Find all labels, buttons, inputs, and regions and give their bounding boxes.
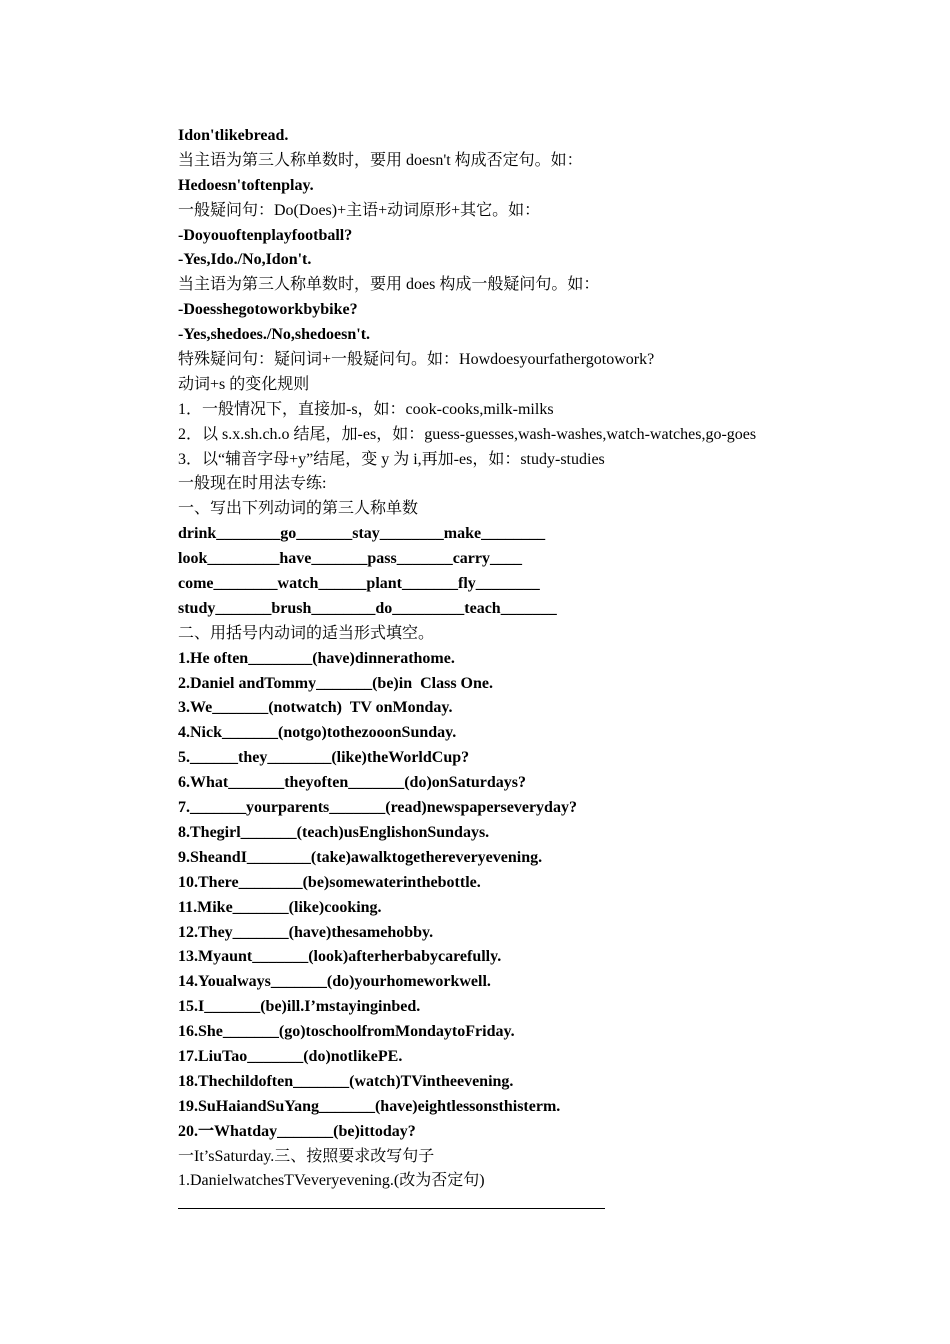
section-heading: 一般现在时用法专练: (178, 475, 327, 493)
exercise-line: come________watch______plant_______fly________ (178, 575, 540, 593)
exercise-item: 1.He often________(have)dinnerathome. (178, 649, 455, 667)
exercise-item: 9.SheandI________(take)awalktogethereveryevening. (178, 848, 543, 866)
text-line: Idon'tlikebread. (178, 127, 289, 144)
exercise-item: 13.Myaunt_______(look)afterherbabycarefully. (178, 948, 502, 966)
exercise-item: 8.Thegirl_______(teach)usEnglishonSundays. (178, 823, 490, 841)
exercise-line: study_______brush________do_________teach_______ (178, 599, 557, 617)
exercise-item: 7._______yourparents_______(read)newspaperseveryday? (178, 799, 577, 817)
exercise-item: 14.Youalways_______(do)yourhomeworkwell. (178, 973, 491, 991)
text-line: 当主语为第三人称单数时，要用 doesn't 构成否定句。如： (178, 151, 583, 169)
text-line: -Doyouoftenplayfootball? (178, 226, 353, 244)
exercise-item: 15.I_______(be)ill.I’mstayinginbed. (178, 998, 421, 1016)
exercise-item: 12.They_______(have)thesamehobby. (178, 923, 434, 941)
exercise-item: 10.There________(be)somewaterinthebottle. (178, 873, 481, 891)
text-line: 特殊疑问句：疑问词+一般疑问句。如：Howdoesyourfathergotowork? (178, 351, 655, 369)
rule-item: 3．以“辅音字母+y”结尾，变 y 为 i,再加-es，如：study-studies (178, 450, 605, 468)
exercise-item: 3.We_______(notwatch) TV onMonday. (178, 699, 453, 717)
exercise-item: 6.What_______theyoften_______(do)onSaturdays? (178, 774, 527, 792)
exercise-item: 17.LiuTao_______(do)notlikePE. (178, 1047, 403, 1065)
text-line: -Yes,shedoes./No,shedoesn't. (178, 326, 371, 344)
exercise-item: 19.SuHaiandSuYang_______(have)eightlessonsthisterm. (178, 1097, 561, 1115)
exercise-item: 20.一Whatday_______(be)ittoday? (178, 1122, 416, 1140)
section-heading: 动词+s 的变化规则 (178, 375, 310, 393)
exercise-item: 5.______they________(like)theWorldCup? (178, 749, 470, 767)
answer-blank-line (178, 1208, 605, 1209)
exercise-heading: 二、用括号内动词的适当形式填空。 (178, 624, 435, 642)
text-line: 一般疑问句：Do(Does)+主语+动词原形+其它。如： (178, 201, 541, 219)
exercise-item: 18.Thechildoften_______(watch)TVintheevening. (178, 1072, 514, 1090)
exercise-item: 11.Mike_______(like)cooking. (178, 898, 382, 916)
rule-item: 2．以 s.x.sh.ch.o 结尾，加-es，如：guess-guesses,wash-washes,watch-watches,go-goes (178, 425, 757, 443)
exercise-item: 1.DanielwatchesTVeveryevening.(改为否定句) (178, 1172, 485, 1190)
exercise-line: drink________go_______stay________make________ (178, 525, 546, 543)
exercise-item: 2.Daniel andTommy_______(be)in Class One. (178, 674, 493, 692)
document-page (178, 124, 878, 1209)
text-line: -Yes,Ido./No,Idon't. (178, 251, 312, 269)
exercise-item: 4.Nick_______(notgo)tothezooonSunday. (178, 724, 457, 742)
text-line: -Doesshegotoworkbybike? (178, 301, 358, 319)
exercise-item: 一It’sSaturday.三、按照要求改写句子 (178, 1147, 435, 1165)
rule-item: 1．一般情况下，直接加-s，如：cook-cooks,milk-milks (178, 400, 554, 418)
text-line: Hedoesn'toftenplay. (178, 176, 314, 194)
exercise-item: 16.She_______(go)toschoolfromMondaytoFriday. (178, 1023, 515, 1041)
text-line: 当主语为第三人称单数时，要用 does 构成一般疑问句。如： (178, 276, 600, 294)
exercise-heading: 一、写出下列动词的第三人称单数 (178, 500, 419, 518)
exercise-line: look_________have_______pass_______carry____ (178, 550, 522, 568)
